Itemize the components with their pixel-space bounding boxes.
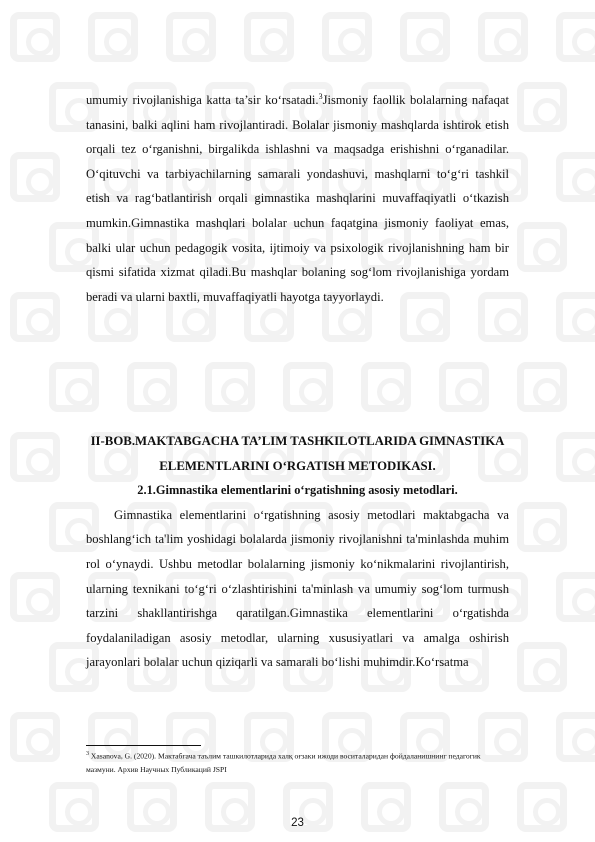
- watermark-tile: [283, 362, 333, 412]
- watermark-tile: [556, 432, 595, 482]
- watermark-tile: [478, 12, 528, 62]
- watermark-tile: [556, 12, 595, 62]
- paragraph-1-rest: Jismoniy faollik bolalarning nafaqat tanasini, balki aqlini ham rivojlantiradi. Bolalar jismoniy mashqlarda ishtirok etish orqali tez o‘rganishni, birgalikda ishlashni va maqsadga erishishni o‘rganadilar. O‘qituvchi va tarbiyachilarning samarali yondashuvi, mashqlarni to‘g‘ri tashkil etish va rag‘batlantirish orqali gimnastika mashqlarini muvaffaqiyatli o‘tkazish mumkin.Gimnastika mashqlari bolalar uchun faqatgina jismoniy faoliyat emas, balki ular uchun pedagogik vosita, ijtimoiy va psixologik rivojlanishning ham bir qismi sifatida xizmat qiladi.Bu mashqlar bolaning sog‘lom rivojlanishiga yordam beradi va ularni baxtli, muvaffaqiyatli hayotga tayyorlaydi.: [86, 93, 509, 304]
- watermark-tile: [166, 12, 216, 62]
- watermark-tile: [10, 152, 60, 202]
- watermark-tile: [10, 572, 60, 622]
- watermark-tile: [10, 432, 60, 482]
- watermark-tile: [127, 362, 177, 412]
- watermark-tile: [10, 292, 60, 342]
- watermark-tile: [517, 82, 567, 132]
- watermark-tile: [517, 222, 567, 272]
- watermark-tile: [361, 362, 411, 412]
- watermark-tile: [88, 12, 138, 62]
- body-text-top: [86, 88, 509, 309]
- watermark-tile: [10, 12, 60, 62]
- watermark-tile: [517, 642, 567, 692]
- footnote-divider: [86, 745, 201, 746]
- paragraph-2: Gimnastika elementlarini o‘rgatishning asosiy metodlari maktabgacha va boshlang‘ich ta'lim yoshidagi bolalarda jismoniy rivojlanishni ta'minlashda muhim rol o‘ynaydi. Ushbu metodlar bolalarning jismoniy ko‘nikmalarini rivojlantirish, ularning texnikani to‘g‘ri o‘zlashtirishini ta'minlash va umumiy sog‘lom turmush tarzini shakllantirishga qaratilgan.Gimnastika elementlarini o‘rgatishda foydalaniladigan asosiy metodlar, ularning xususiyatlari va amalga oshirish jarayonlari bolalar uchun qiziqarli va samarali bo‘lishi muhimdir.Ko‘rsatma: [86, 507, 509, 670]
- page-number: 23: [291, 817, 304, 829]
- chapter-heading: II-BOB.MAKTABGACHA TA’LIM TASHKILOTLARIDA GIMNASTIKA ELEMENTLARINI O‘RGATISH METODIKASI.: [90, 434, 505, 473]
- watermark-tile: [244, 12, 294, 62]
- watermark-tile: [556, 712, 595, 762]
- section-heading: 2.1.Gimnastika elementlarini o‘rgatishning asosiy metodlari.: [137, 483, 458, 498]
- footnote-text: Xasanova, G. (2020). Мактабгача таълим ташкилотларида халқ оғзаки ижоди воситаларидан фойдаланишнинг педагогик мазмуни. Архив Научных Публикаций JSPI: [86, 751, 481, 774]
- watermark-tile: [556, 152, 595, 202]
- watermark-tile: [49, 362, 99, 412]
- watermark-tile: [10, 712, 60, 762]
- chapter-block: [86, 429, 509, 675]
- paragraph-1-start: umumiy rivojlanishiga katta ta’sir ko‘rsatadi.: [86, 93, 319, 107]
- watermark-tile: [556, 292, 595, 342]
- paragraph-1: [86, 88, 509, 309]
- watermark-tile: [517, 502, 567, 552]
- watermark-tile: [439, 362, 489, 412]
- footnote-number: 3: [86, 751, 89, 757]
- watermark-tile: [205, 362, 255, 412]
- footnote: [86, 748, 509, 776]
- footnote-reference[interactable]: 3: [318, 91, 323, 101]
- watermark-tile: [400, 12, 450, 62]
- watermark-tile: [556, 572, 595, 622]
- watermark-tile: [517, 362, 567, 412]
- watermark-tile: [322, 12, 372, 62]
